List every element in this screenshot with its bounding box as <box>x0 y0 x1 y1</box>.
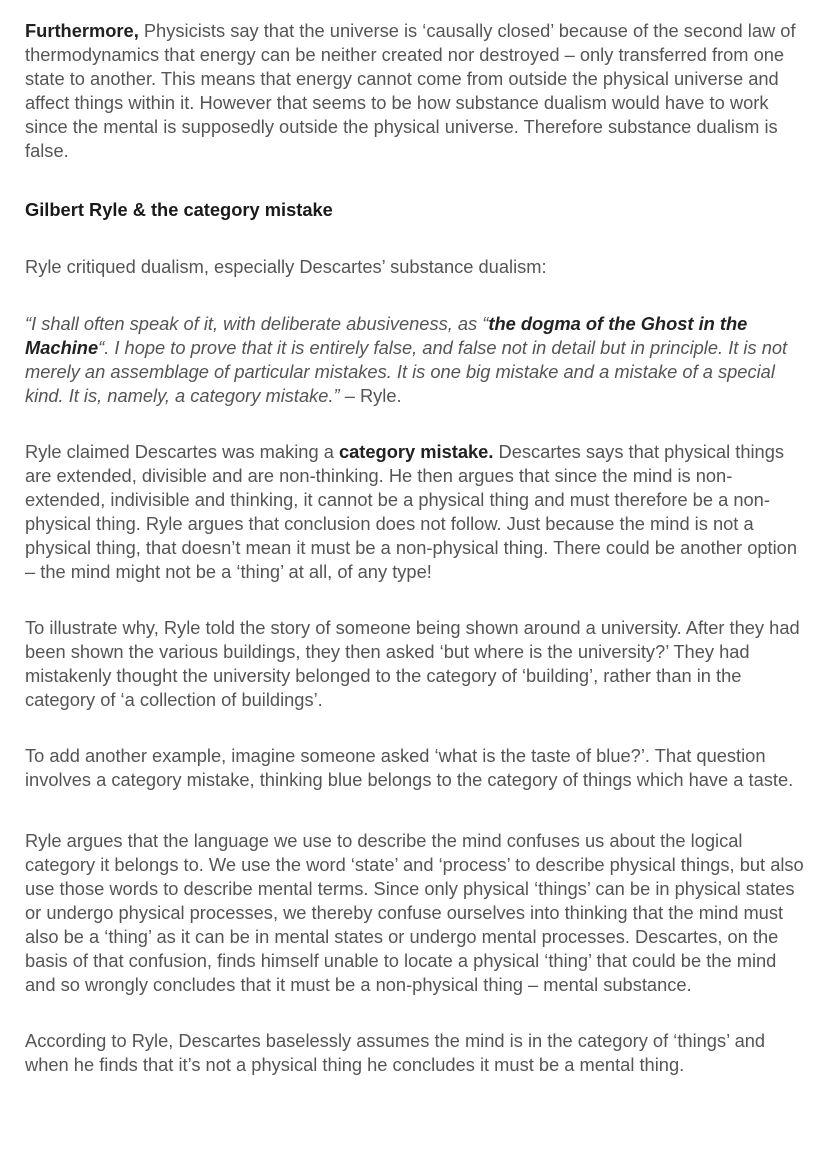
lead-word: Furthermore, <box>25 20 139 41</box>
quote-bold-phrase: the dogma of the Ghost in the Machine <box>25 313 748 358</box>
paragraph-causal-closure <box>25 19 810 163</box>
paragraph-text: Physicists say that the universe is ‘causally closed’ because of the second law of thermodynamics that energy can be neither created nor destroyed – only transferred from one state to another. This means that energy cannot come from outside the physical universe and affect things within it. However that seems to be how substance dualism would have to work since the mental is supposedly outside the physical universe. Therefore substance dualism is false. <box>25 20 796 161</box>
paragraph-taste-of-blue: To add another example, imagine someone asked ‘what is the taste of blue?’. That question involves a category mistake, thinking blue belongs to the category of things which have a taste. <box>25 745 794 790</box>
paragraph-language-confusion: Ryle argues that the language we use to describe the mind confuses us about the logical category it belongs to. We use the word ‘state’ and ‘process’ to describe physical things, but also use those words to describe mental terms. Since only physical ‘things’ can be in physical states or undergo physical processes, we thereby confuse ourselves into thinking that the mind must also be a ‘thing’ as it can be in mental states or undergo mental processes. Descartes, on the basis of that confusion, finds himself unable to locate a physical ‘thing’ that could be the mind and so wrongly concludes that it must be a non-physical thing – mental substance. <box>25 830 804 995</box>
ryle-quote <box>25 312 810 408</box>
document-page <box>25 19 810 1077</box>
paragraph-category-mistake <box>25 440 810 584</box>
paragraph-text: Descartes says that physical things are extended, divisible and are non-thinking. He then argues that since the mind is non-extended, indivisible and thinking, it cannot be a physical thing and must therefore be a non-physical thing. Ryle argues that conclusion does not follow. Just because the mind is not a physical thing, that doesn’t mean it must be a non-physical thing. There could be another option – the mind might not be a ‘thing’ at all, of any type! <box>25 441 798 582</box>
paragraph-university-example: To illustrate why, Ryle told the story of someone being shown around a university. After they had been shown the various buildings, they then asked ‘but where is the university?’ They had mistakenly thought the university belonged to the category of ‘building’, rather than in the category of ‘a collection of buildings’. <box>25 617 800 710</box>
category-mistake-term: category mistake. <box>338 441 494 462</box>
quote-open: “I shall often speak of it, with deliberate abusiveness, as “ <box>25 313 489 334</box>
paragraph-text: Ryle claimed Descartes was making a <box>25 441 339 462</box>
quote-rest: “. I hope to prove that it is entirely false, and false not in detail but in principle. It is not merely an assemblage of particular mistakes. It is one big mistake and a mistake of a special kind. It is, namely, a category mistake.” <box>25 337 788 406</box>
quote-attribution: – Ryle. <box>339 385 402 406</box>
paragraph-conclusion: According to Ryle, Descartes baselessly assumes the mind is in the category of ‘things’ and when he finds that it’s not a physical thing he concludes it must be a mental thing. <box>25 1030 766 1075</box>
paragraph-intro-critique: Ryle critiqued dualism, especially Descartes’ substance dualism: <box>25 256 547 277</box>
section-heading: Gilbert Ryle & the category mistake <box>25 199 333 220</box>
